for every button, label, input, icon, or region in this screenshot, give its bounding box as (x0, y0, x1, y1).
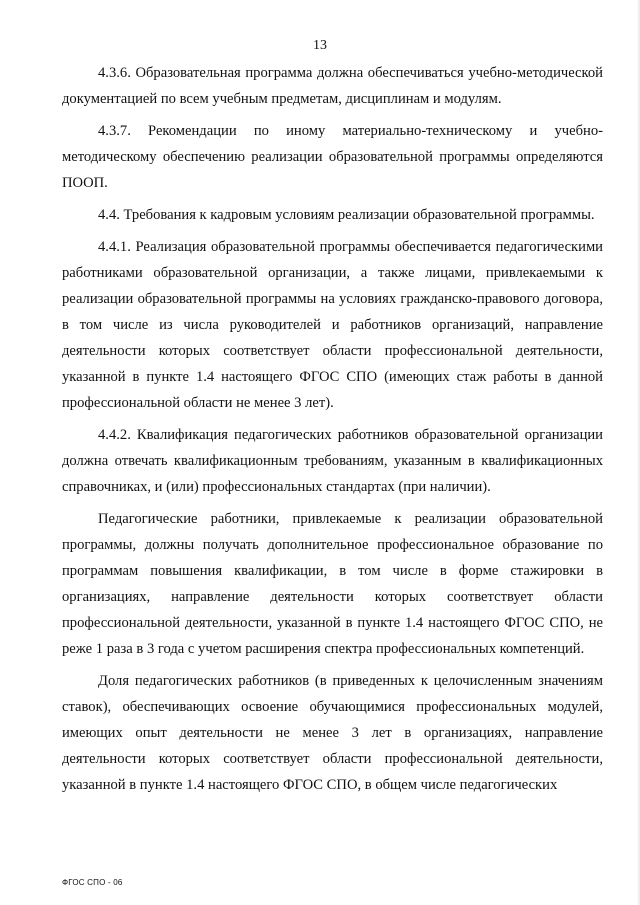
paragraph-teachers-share: Доля педагогических работников (в приведенных к целочисленным значениям ставок), обеспечивающих освоение обучающимися профессиональных модулей, имеющих опыт деятельности не менее 3 лет в организациях, направление деятельности которых соответствует области профессиональной деятельности, указанной в пункте 1.4 настоящего ФГОС СПО, в общем числе педагогических (62, 673, 603, 793)
paragraph-4-4-1: 4.4.1. Реализация образовательной программы обеспечивается педагогическими работниками образовательной организации, а также лицами, привлекаемыми к реализации образовательной программы на условиях гражданско-правового договора, в том числе из числа руководителей и работников организаций, направление деятельности которых соответствует области профессиональной деятельности, указанной в пункте 1.4 настоящего ФГОС СПО (имеющих стаж работы в данной профессиональной области не менее 3 лет). (62, 239, 603, 411)
document-body (62, 60, 603, 804)
paragraph-4-3-7: 4.3.7. Рекомендации по иному материально-техническому и учебно-методическому обеспечению реализации образовательной программы определяются ПООП. (62, 123, 603, 191)
page-number: 13 (313, 38, 327, 53)
paragraph-4-4-2: 4.4.2. Квалификация педагогических работников образовательной организации должна отвечать квалификационным требованиям, указанным в квалификационных справочниках, и (или) профессиональных стандартах (при наличии). (62, 427, 603, 495)
paragraph-4-4: 4.4. Требования к кадровым условиям реализации образовательной программы. (98, 207, 595, 223)
paragraph-4-3-6: 4.3.6. Образовательная программа должна обеспечиваться учебно-методической документацией по всем учебным предметам, дисциплинам и модулям. (62, 65, 603, 107)
paragraph-teachers-training: Педагогические работники, привлекаемые к реализации образовательной программы, должны получать дополнительное профессиональное образование по программам повышения квалификации, в том числе в форме стажировки в организациях, направление деятельности которых соответствует области профессиональной деятельности, указанной в пункте 1.4 настоящего ФГОС СПО, не реже 1 раза в 3 года с учетом расширения спектра профессиональных компетенций. (62, 511, 603, 657)
footer-document-code: ФГОС СПО - 06 (62, 878, 123, 887)
